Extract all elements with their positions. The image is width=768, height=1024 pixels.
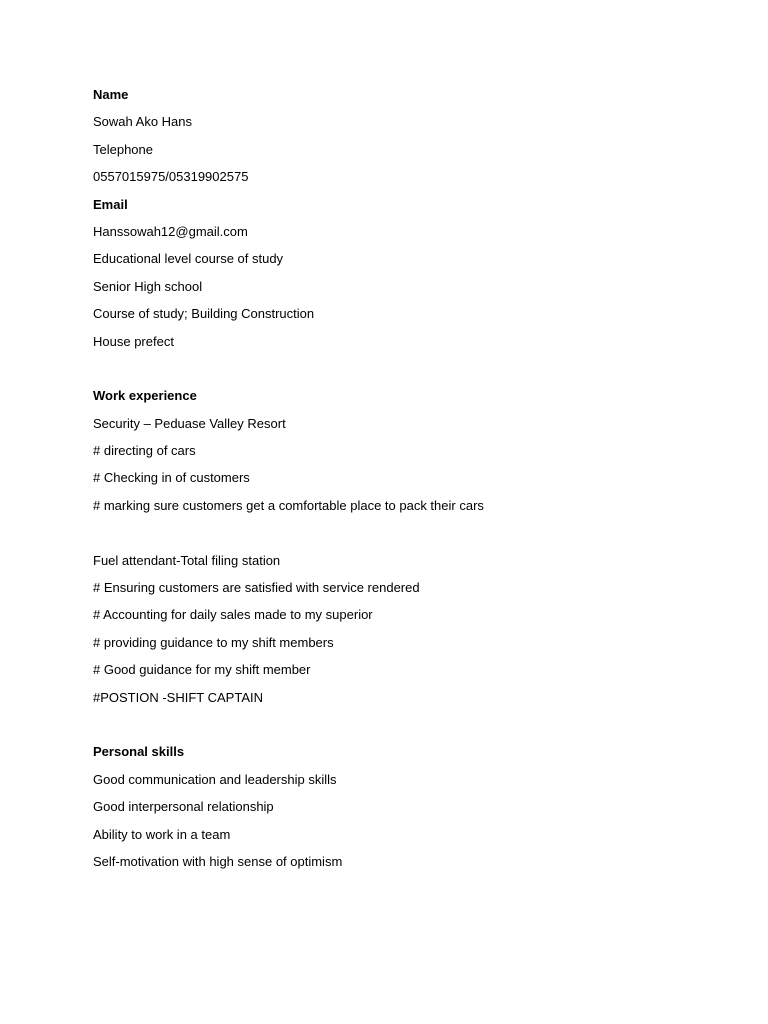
job-duty: # Good guidance for my shift member — [93, 662, 311, 678]
work-experience-heading: Work experience — [93, 388, 197, 404]
education-course: Course of study; Building Construction — [93, 306, 315, 322]
job-title: Security – Peduase Valley Resort — [93, 415, 286, 431]
education-position: House prefect — [93, 333, 174, 349]
job-title: Fuel attendant-Total filing station — [93, 552, 281, 568]
document-body — [93, 86, 713, 880]
skill-item: Good communication and leadership skills — [93, 771, 337, 787]
job-duty: # directing of cars — [93, 443, 196, 459]
section-spacer — [93, 360, 713, 387]
name-heading: Name — [93, 87, 129, 102]
education-heading: Educational level course of study — [93, 251, 284, 267]
email-heading: Email — [93, 196, 128, 212]
job-duty: #POSTION -SHIFT CAPTAIN — [93, 689, 263, 705]
telephone-heading: Telephone — [93, 141, 153, 157]
job-duty: # providing guidance to my shift members — [93, 634, 334, 650]
job-duty: # Checking in of customers — [93, 470, 250, 486]
telephone-value: 0557015975/05319902575 — [93, 169, 249, 185]
job-duty: # marking sure customers get a comfortable place to pack their cars — [93, 497, 484, 513]
education-level: Senior High school — [93, 278, 203, 294]
job-duty: # Ensuring customers are satisfied with service rendered — [93, 580, 420, 596]
email-value: Hanssowah12@gmail.com — [93, 223, 248, 239]
skill-item: Ability to work in a team — [93, 826, 231, 842]
name-value: Sowah Ako Hans — [93, 114, 193, 130]
section-spacer — [93, 716, 713, 743]
job-duty: # Accounting for daily sales made to my superior — [93, 607, 373, 623]
skill-item: Self-motivation with high sense of optimism — [93, 853, 343, 869]
personal-skills-heading: Personal skills — [93, 744, 185, 760]
section-spacer — [93, 524, 713, 551]
skill-item: Good interpersonal relationship — [93, 799, 274, 815]
